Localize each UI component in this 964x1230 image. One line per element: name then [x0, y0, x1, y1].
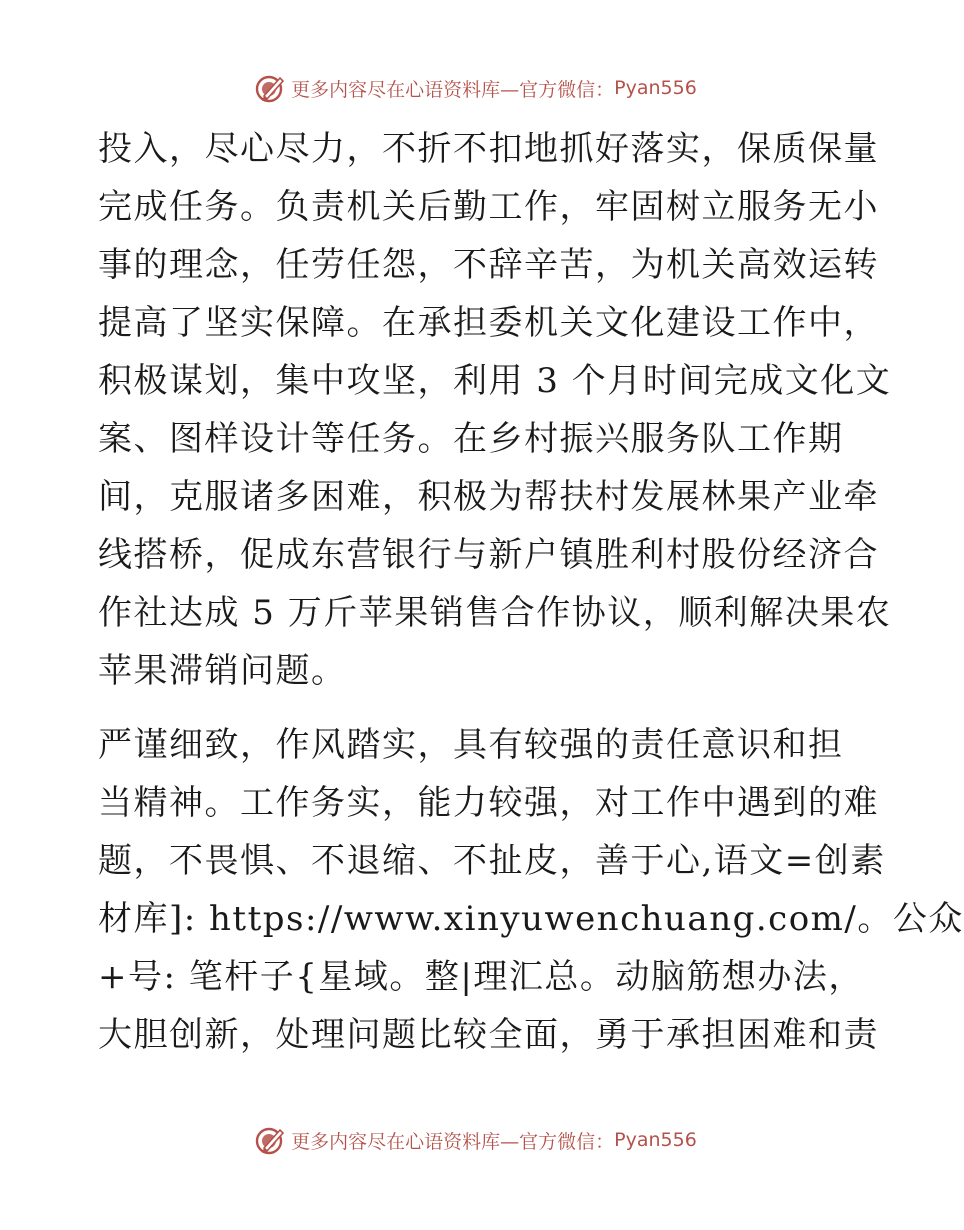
- text-line: 线搭桥，促成东营银行与新户镇胜利村股份经济合: [98, 535, 879, 575]
- paragraph-2: [98, 716, 964, 1064]
- text-line: 事的理念，任劳任怨，不辞辛苦，为机关高效运转: [98, 245, 879, 285]
- text-line: 苹果滞销问题。: [98, 651, 347, 691]
- text-line: 题，不畏惧、不退缩、不扯皮，善于心,语文=创素: [98, 841, 886, 881]
- text-line: +号: 笔杆子{星域。整|理汇总。动脑筋想办法，: [98, 957, 864, 997]
- paragraph-spacer: [98, 700, 868, 716]
- pen-logo-icon: [253, 71, 287, 105]
- header-watermark: [0, 68, 950, 108]
- footer-watermark: [0, 1120, 950, 1160]
- document-body: [98, 120, 964, 1064]
- text-line: 当精神。工作务实，能力较强，对工作中遇到的难: [98, 783, 879, 823]
- watermark-wechat-id: Pyan556: [614, 1129, 697, 1151]
- pen-logo-icon: [253, 1123, 287, 1157]
- watermark-wechat-id: Pyan556: [614, 77, 697, 99]
- watermark-text: 更多内容尽在心语资料库—官方微信：: [291, 1130, 615, 1153]
- text-line: 间，克服诸多困难，积极为帮扶村发展林果产业牵: [98, 477, 879, 517]
- text-line: 完成任务。负责机关后勤工作，牢固树立服务无小: [98, 187, 879, 227]
- text-line: 大胆创新，处理问题比较全面，勇于承担困难和责: [98, 1015, 879, 1055]
- text-line: 作社达成 5 万斤苹果销售合作协议，顺利解决果农: [98, 593, 892, 633]
- paragraph-1: [98, 120, 892, 700]
- text-line: 提高了坚实保障。在承担委机关文化建设工作中，: [98, 303, 879, 343]
- watermark-text: 更多内容尽在心语资料库—官方微信：: [291, 78, 615, 101]
- text-line: 投入，尽心尽力，不折不扣地抓好落实，保质保量: [98, 129, 879, 169]
- text-line: 严谨细致，作风踏实，具有较强的责任意识和担: [98, 725, 844, 765]
- text-line: 案、图样设计等任务。在乡村振兴服务队工作期: [98, 419, 844, 459]
- text-line: 材库]: https://www.xinyuwenchuang.com/。公众: [98, 899, 964, 939]
- text-line: 积极谋划，集中攻坚，利用 3 个月时间完成文化文: [98, 361, 892, 401]
